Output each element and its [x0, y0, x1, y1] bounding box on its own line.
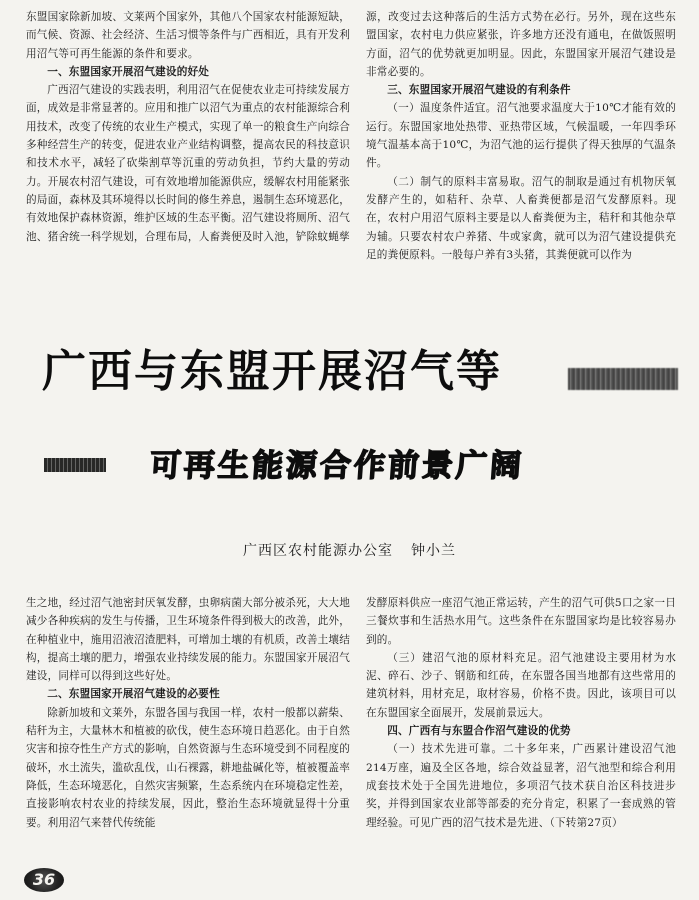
- article-column-bottom-left: [26, 594, 350, 832]
- paragraph: （二）制气的原料丰富易取。沼气的制取是通过有机物厌氧发酵产生的，如秸秆、杂草、人畜粪便都是沼气发酵原料。现在，农村户用沼气原料主要是以人畜粪便为主，秸秆和其他杂草为辅。只要农村农户养猪、牛或家禽，就可以为沼气建设提供充足的粪便原料。一般每户养有3头猪，其粪便就可以作为: [366, 175, 676, 261]
- section-heading: 四、广西有与东盟合作沼气建设的优势: [387, 725, 571, 738]
- paragraph: （一）温度条件适宜。沼气池要求温度大于10℃才能有效的运行。东盟国家地处热带、亚热带区域，气候温暖，一年四季环境气温基本高于10℃，为沼气池的运行提供了得天独厚的气温条件。: [366, 102, 676, 170]
- decorative-smudge: [568, 368, 678, 390]
- paragraph: 生之地，经过沼气池密封厌氧发酵，虫卵病菌大部分被杀死，大大地减少各种疾病的发生与传播，卫生环境条件得到极大的改善，此外，在种植业中，施用沼液沼渣肥料，可增加土壤的有机质，改善土壤结构，提高土壤的肥力，增强农业持续发展的能力。东盟国家开展沼气建设，同样可以得到这些好处。: [26, 597, 350, 683]
- paragraph: 发酵原料供应一座沼气池正常运转，产生的沼气可供5口之家一日三餐炊事和生活热水用气。这些条件在东盟国家均是比较容易办到的。: [366, 597, 676, 646]
- author-organization: 广西区农村能源办公室: [243, 543, 393, 559]
- article-column-top-right: [366, 8, 676, 264]
- author-name: 钟小兰: [411, 543, 456, 559]
- article-title: 广西与东盟开展沼气等: [42, 346, 502, 397]
- page-number: 36: [24, 868, 64, 892]
- decorative-dash: [44, 458, 106, 472]
- paragraph: （一）技术先进可靠。二十多年来，广西累计建设沼气池214万座，遍及全区各地，综合效益显著，沼气池型和综合利用成套技术处于全国先进地位，多项沼气技术获自治区科技进步奖，并得到国家农业部等部委的充分肯定，积累了一套成熟的管理经验。可见广西的沼气技术是先进、（下转第27页）: [366, 743, 676, 829]
- section-heading: 二、东盟国家开展沼气建设的必要性: [47, 688, 220, 701]
- paragraph: 东盟国家除新加坡、文莱两个国家外，其他八个国家农村能源短缺，而气候、资源、社会经济、生活习惯等条件与广西相近，具有开发利用沼气等可再生能源的条件和要求。: [26, 11, 350, 60]
- article-column-bottom-right: [366, 594, 676, 832]
- paragraph: 源，改变过去这种落后的生活方式势在必行。另外，现在这些东盟国家，农村电力供应紧张，许多地方还没有通电，在做饭照明方面，沼气的优势就更加明显。因此，东盟国家开展沼气建设是非常必要的。: [366, 11, 676, 78]
- author-line: [0, 540, 699, 560]
- article-subtitle: 可再生能源合作前景广阔: [148, 448, 526, 484]
- paragraph: 除新加坡和文莱外，东盟各国与我国一样，农村一般都以薪柴、秸秆为主，大量林木和植被的砍伐，使生态环境日趋恶化。由于自然灾害和掠夺性生产方式的影响，自然资源与生态环境受到不同程度的破坏，水土流失，滥砍乱伐，山石裸露，耕地盐碱化等，植被覆盖率降低，生态环境恶化，自然灾害频繁，生态系统内在环境稳定性差，直接影响农村农业的持续发展，因此，整治生态环境就显得十分重要。利用沼气来替代传统能: [26, 706, 350, 829]
- paragraph: 广西沼气建设的实践表明，利用沼气在促使农业走可持续发展方面，成效是非常显著的。应用和推广以沼气为重点的农村能源综合利用技术，改变了传统的农业生产模式，实现了单一的粮食生产向综合多种经营生产的转变，促进农业产业结构调整，提高农民的科技意识和技术水平，减轻了砍柴割草等沉重的劳动负担，节约大量的劳动力。开展农村沼气建设，可有效地增加能源供应，缓解农村用能紧张的局面，森林及其环境得以长时间的修生养息，遏制生态环境恶化，有效地保护森林资源，维护区域的生态平衡。沼气建设将厕所、沼气池、猪舍统一科学规划，合理布局，人畜粪便及时入池，铲除蚊蝇孳: [26, 84, 350, 243]
- article-column-top-left: [26, 8, 350, 246]
- paragraph: （三）建沼气池的原材料充足。沼气池建设主要用材为水泥、碎石、沙子、钢筋和红砖，在东盟各国当地都有这些常用的建筑材料，用材充足，取材容易，价格不贵。因此，该项目可以在东盟国家全面展开，发展前景远大。: [366, 651, 676, 719]
- section-heading: 一、东盟国家开展沼气建设的好处: [47, 65, 210, 78]
- section-heading: 三、东盟国家开展沼气建设的有利条件: [387, 84, 571, 97]
